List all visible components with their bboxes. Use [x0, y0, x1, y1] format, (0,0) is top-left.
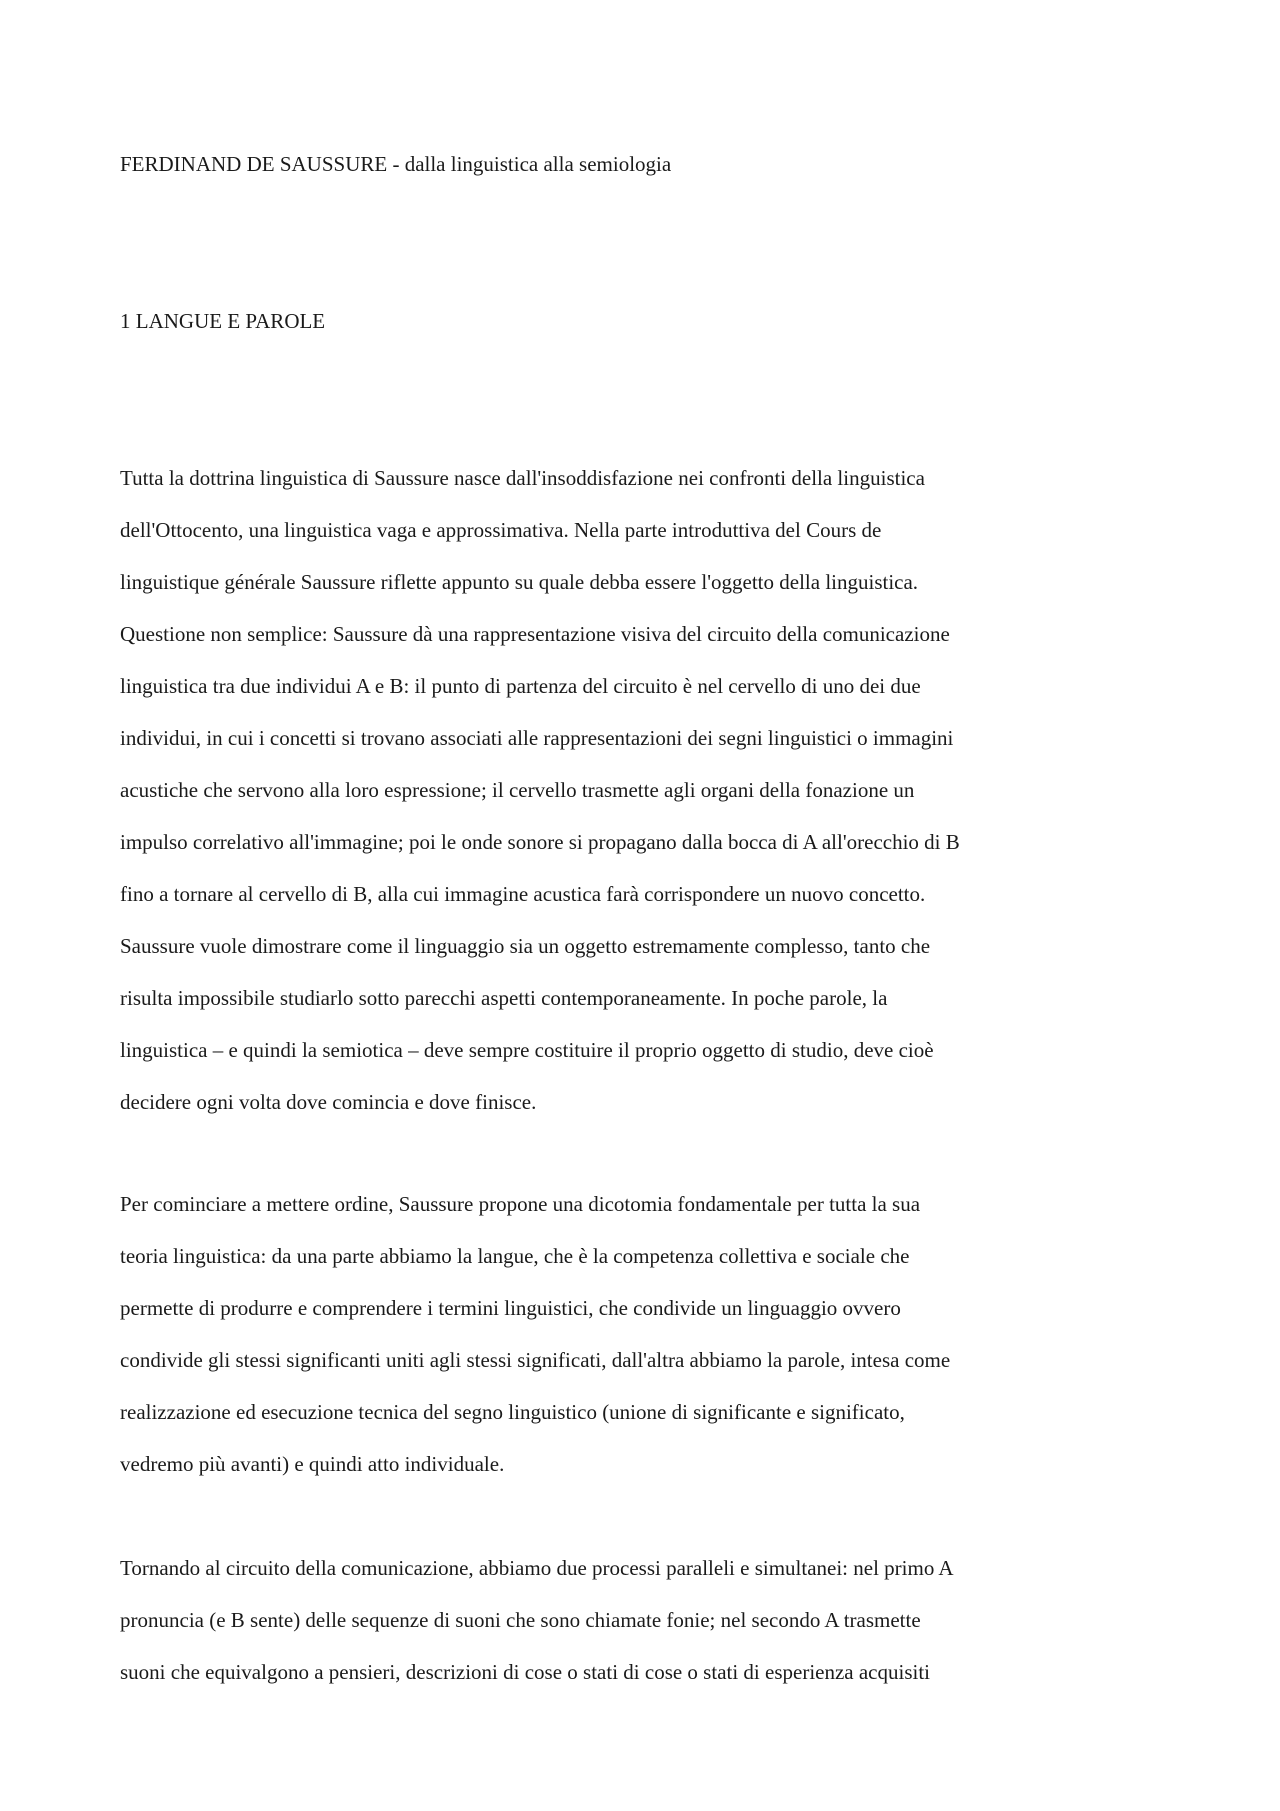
document-title: FERDINAND DE SAUSSURE - dalla linguistica alla semiologia [120, 152, 672, 176]
paragraph-line: condivide gli stessi significanti uniti agli stessi significati, dall'altra abbiamo la parole, intesa come [120, 1348, 951, 1372]
paragraph-line: vedremo più avanti) e quindi atto individuale. [120, 1452, 505, 1476]
section-heading: 1 LANGUE E PAROLE [120, 309, 326, 333]
paragraph-line: pronuncia (e B sente) delle sequenze di suoni che sono chiamate fonie; nel secondo A trasmette [120, 1608, 921, 1632]
paragraph-line: Saussure vuole dimostrare come il linguaggio sia un oggetto estremamente complesso, tanto che [120, 934, 931, 958]
paragraph-line: fino a tornare al cervello di B, alla cui immagine acustica farà corrispondere un nuovo concetto. [120, 882, 926, 906]
paragraph-line: suoni che equivalgono a pensieri, descrizioni di cose o stati di cose o stati di esperienza acquisiti [120, 1660, 931, 1684]
paragraph-line: linguistique générale Saussure riflette appunto su quale debba essere l'oggetto della linguistica. [120, 570, 919, 594]
paragraph-line: Tutta la dottrina linguistica di Saussure nasce dall'insoddisfazione nei confronti della linguistica [120, 466, 925, 490]
paragraph-line: acustiche che servono alla loro espressione; il cervello trasmette agli organi della fonazione un [120, 778, 915, 802]
paragraph-line: linguistica – e quindi la semiotica – deve sempre costituire il proprio oggetto di studio, deve cioè [120, 1038, 934, 1062]
paragraph-line: realizzazione ed esecuzione tecnica del segno linguistico (unione di significante e significato, [120, 1400, 905, 1424]
paragraph-line: teoria linguistica: da una parte abbiamo la langue, che è la competenza collettiva e sociale che [120, 1244, 910, 1268]
paragraph-line: Questione non semplice: Saussure dà una rappresentazione visiva del circuito della comunicazione [120, 622, 950, 646]
paragraph-line: dell'Ottocento, una linguistica vaga e approssimativa. Nella parte introduttiva del Cours de [120, 518, 882, 542]
paragraph-line: linguistica tra due individui A e B: il punto di partenza del circuito è nel cervello di uno dei due [120, 674, 921, 698]
paragraph-line: permette di produrre e comprendere i termini linguistici, che condivide un linguaggio ovvero [120, 1296, 901, 1320]
paragraph-line: risulta impossibile studiarlo sotto parecchi aspetti contemporaneamente. In poche parole, la [120, 986, 888, 1010]
paragraph-1 [120, 452, 1100, 1128]
paragraph-line: impulso correlativo all'immagine; poi le onde sonore si propagano dalla bocca di A all'orecchio di B [120, 830, 960, 854]
paragraph-line: decidere ogni volta dove comincia e dove finisce. [120, 1090, 537, 1114]
paragraph-3 [120, 1542, 1100, 1698]
paragraph-line: Per cominciare a mettere ordine, Saussure propone una dicotomia fondamentale per tutta la sua [120, 1192, 921, 1216]
paragraph-2 [120, 1178, 1100, 1490]
paragraph-line: individui, in cui i concetti si trovano associati alle rappresentazioni dei segni linguistici o immagini [120, 726, 954, 750]
paragraph-line: Tornando al circuito della comunicazione, abbiamo due processi paralleli e simultanei: nel primo A [120, 1556, 954, 1580]
